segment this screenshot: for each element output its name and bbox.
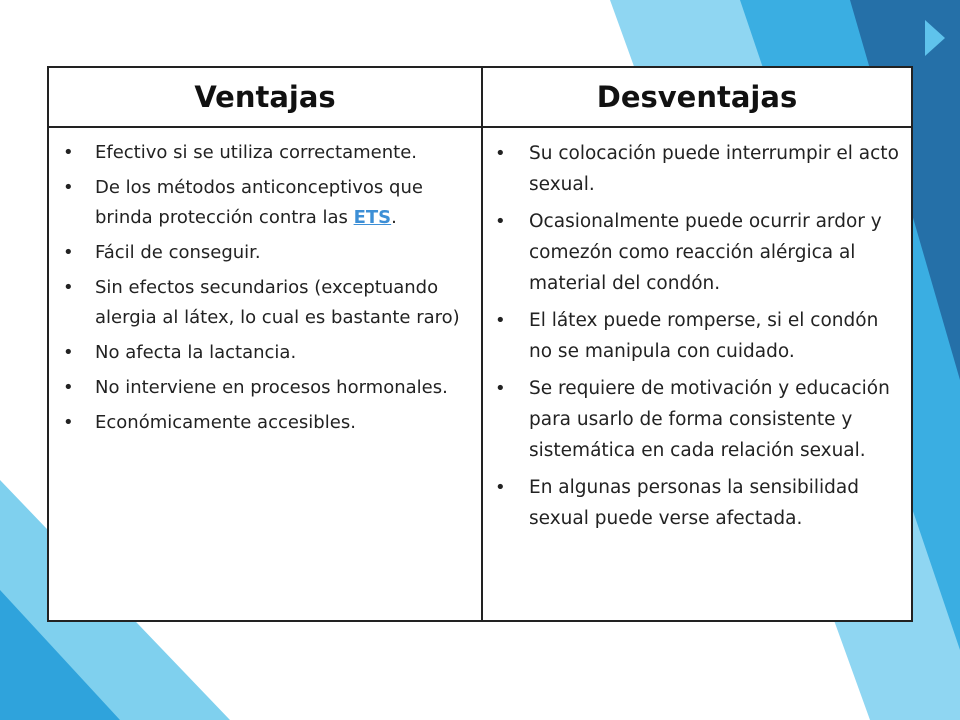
desventaja-item: • En algunas personas la sensibilidad sexual puede verse afectada.	[493, 472, 903, 534]
ventaja-item: • Económicamente accesibles.	[61, 408, 473, 438]
ventaja-text-end: .	[391, 207, 397, 228]
header-ventajas: Ventajas	[49, 68, 483, 128]
ventaja-item	[61, 173, 473, 233]
header-desventajas: Desventajas	[483, 68, 911, 128]
desventaja-item: • Su colocación puede interrumpir el acto sexual.	[493, 138, 903, 200]
ventaja-item: • Efectivo si se utiliza correctamente.	[61, 138, 473, 168]
comparison-table	[47, 66, 913, 622]
desventaja-item: • El látex puede romperse, si el condón no se manipula con cuidado.	[493, 305, 903, 367]
ventajas-list	[61, 138, 473, 438]
ventaja-item: • No afecta la lactancia.	[61, 338, 473, 368]
desventaja-item: • Ocasionalmente puede ocurrir ardor y comezón como reacción alérgica al material del condón.	[493, 206, 903, 299]
ventaja-item: • Sin efectos secundarios (exceptuando alergia al látex, lo cual es bastante raro)	[61, 273, 473, 333]
ventaja-item: • Fácil de conseguir.	[61, 238, 473, 268]
desventajas-list	[493, 138, 903, 534]
ventaja-item: • No interviene en procesos hormonales.	[61, 373, 473, 403]
ets-link[interactable]: ETS	[353, 207, 392, 228]
ventaja-text: De los métodos anticonceptivos que brinda protección contra las	[95, 177, 423, 228]
desventaja-item: • Se requiere de motivación y educación para usarlo de forma consistente y sistemática en cada relación sexual.	[493, 373, 903, 466]
desventajas-cell	[483, 128, 911, 620]
ventajas-cell	[49, 128, 483, 620]
